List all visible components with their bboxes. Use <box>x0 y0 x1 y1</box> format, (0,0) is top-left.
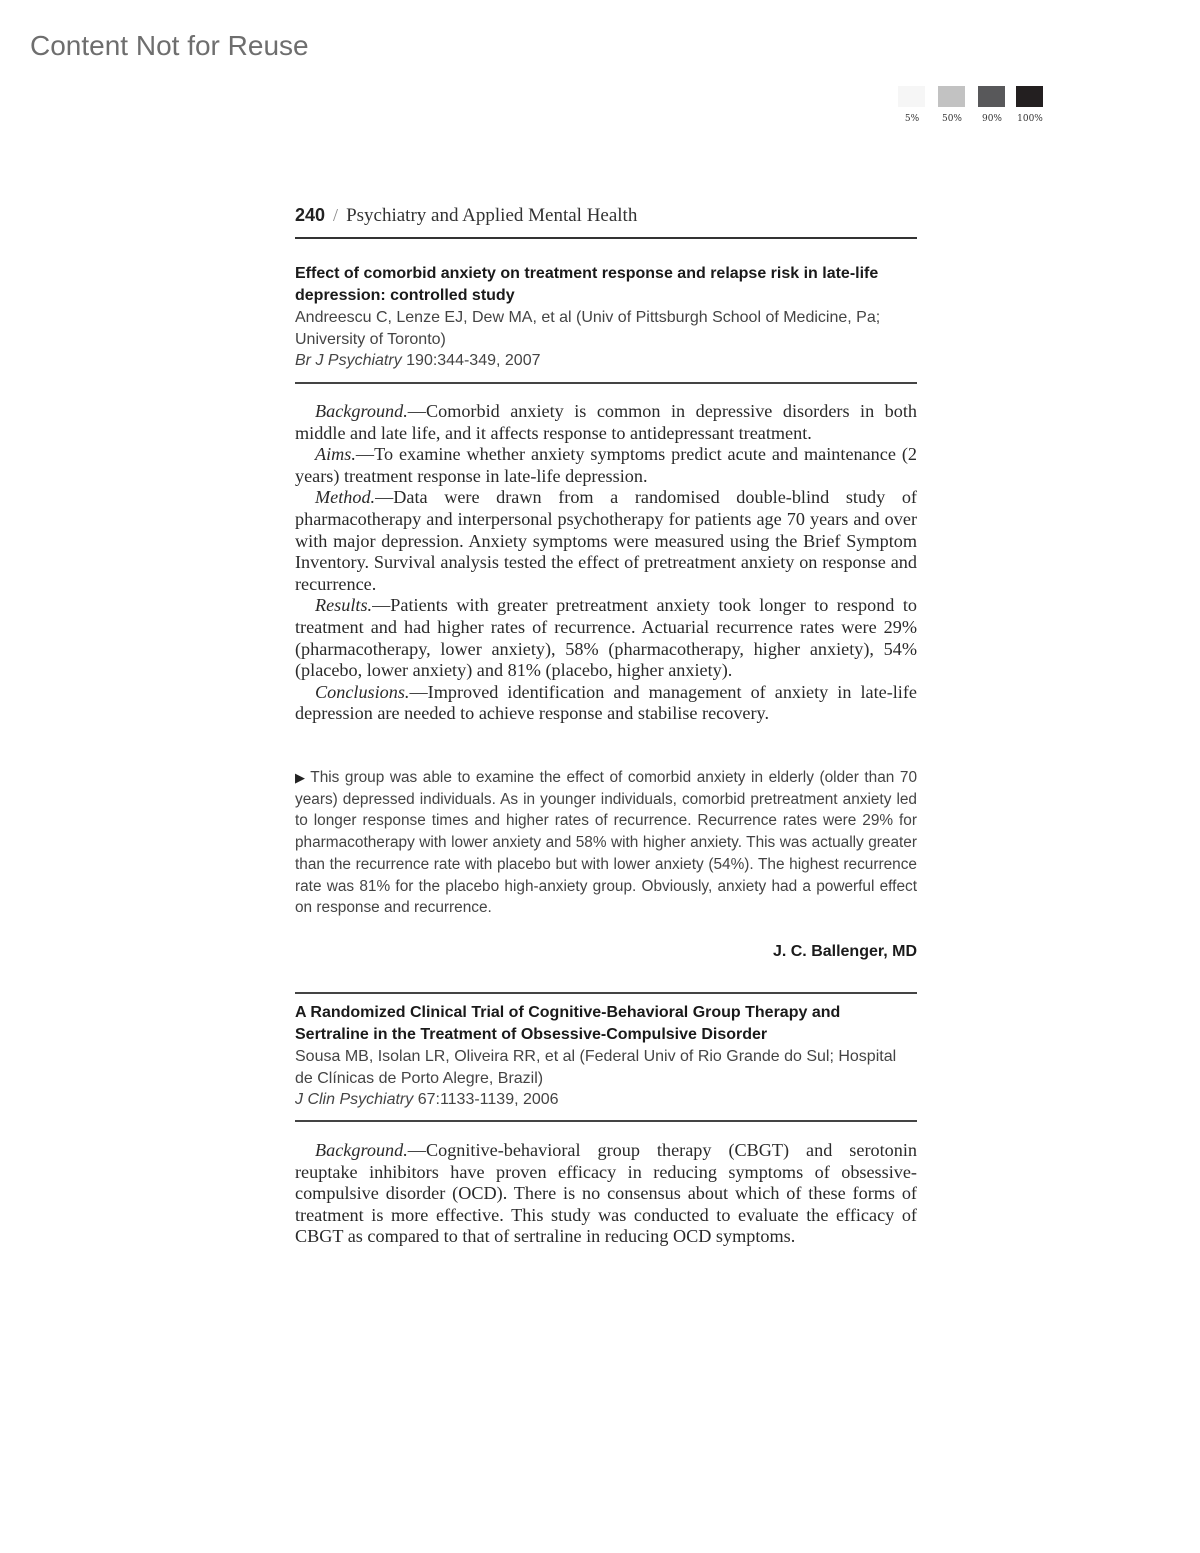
article-1-header <box>295 263 917 372</box>
abstract-text: —Comorbid anxiety is common in depressive disorders in both middle and late life, and it affects response to antidepressant treatment. <box>295 401 917 443</box>
article-1-authors: Andreescu C, Lenze EJ, Dew MA, et al (Univ of Pittsburgh School of Medicine, Pa; University of Toronto) <box>295 309 881 348</box>
article-2-citation <box>295 1089 917 1111</box>
article-2-title: A Randomized Clinical Trial of Cognitive-Behavioral Group Therapy and Sertraline in the Treatment of Obsessive-Compulsive Disorder <box>295 1004 841 1043</box>
divider <box>295 992 917 994</box>
watermark-text: Content Not for Reuse <box>30 30 309 61</box>
abstract-paragraph <box>295 1140 917 1248</box>
abstract-paragraph <box>295 595 917 681</box>
article-2-citation-ref: 67:1133-1139, 2006 <box>417 1091 559 1108</box>
commentary-signature: J. C. Ballenger, MD <box>772 943 917 960</box>
abstract-label: Method. <box>315 487 376 508</box>
abstract-text: —Patients with greater pretreatment anxiety took longer to respond to treatment and had higher rates of recurrence. Actuarial recurrence rates were 29% (pharmacotherapy, lower anxiety), 58% (pharmacotherapy, higher anxiety), 54% (placebo, lower anxiety) and 81% (placebo, higher anxiety). <box>295 595 917 681</box>
abstract-label: Background. <box>315 401 408 421</box>
article-1-citation-journal: Br J Psychiatry <box>295 352 402 369</box>
abstract-paragraph <box>295 487 917 595</box>
play-triangle-icon: ▶ <box>295 770 307 785</box>
separator: / <box>333 205 339 225</box>
abstract-text: —Improved identification and management of anxiety in late-life depression are needed to achieve response and stabilise recovery. <box>295 681 917 724</box>
article-1-citation <box>295 350 917 372</box>
article-2-citation-journal: J Clin Psychiatry <box>295 1091 414 1108</box>
running-head <box>295 205 917 239</box>
abstract-label: Results. <box>315 595 373 616</box>
abstract-text: —Cognitive-behavioral group therapy (CBGT) and serotonin reuptake inhibitors have proven efficacy in reducing symptoms of obsessive-compulsive disorder (OCD). There is no consensus about which of these forms of treatment is more effective. This study was conducted to evaluate the efficacy of CBGT as compared to that of sertraline in reducing OCD symptoms. <box>295 1140 917 1247</box>
swatch-50 <box>938 86 965 107</box>
swatch-label: 5% <box>904 114 920 124</box>
swatch-90 <box>978 86 1005 107</box>
article-1-citation-ref: 190:344-349, 2007 <box>406 352 541 369</box>
abstract-text: —To examine whether anxiety symptoms predict acute and maintenance (2 years) treatment response in late-life depression. <box>295 444 917 486</box>
article-2-authors: Sousa MB, Isolan LR, Oliveira RR, et al (Federal Univ of Rio Grande do Sul; Hospital de Clínicas de Porto Alegre, Brazil) <box>295 1048 897 1087</box>
swatch-label: 50% <box>941 114 962 124</box>
article-1-title: Effect of comorbid anxiety on treatment response and relapse risk in late-life depression: controlled study <box>295 265 879 304</box>
abstract-paragraph <box>295 682 917 725</box>
swatch-5 <box>898 86 925 107</box>
article-2-abstract <box>295 1140 917 1248</box>
abstract-paragraph <box>295 401 917 444</box>
swatch-100 <box>1016 86 1043 107</box>
swatch-label: 100% <box>1017 114 1043 124</box>
article-2-header <box>295 1002 917 1111</box>
abstract-label: Aims. <box>315 444 356 465</box>
abstract-paragraph <box>295 444 917 487</box>
article-1-abstract <box>295 401 917 725</box>
page-number: 240 <box>295 205 326 225</box>
journal-title: Psychiatry and Applied Mental Health <box>346 205 638 226</box>
divider <box>295 382 917 384</box>
divider <box>295 1120 917 1122</box>
commentary-text: This group was able to examine the effect of comorbid anxiety in elderly (older than 70 years) depressed individuals. As in younger individuals, comorbid pretreatment anxiety led to longer response times and higher rates of recurrence. Recurrence rates were 29% for pharmacotherapy with lower anxiety and 58% with higher anxiety. This was actually greater than the recurrence rate with placebo but with lower anxiety (54%). The highest recurrence rate was 81% for the placebo high-anxiety group. Obviously, anxiety had a powerful effect on response and recurrence. <box>295 769 918 917</box>
swatch-label: 90% <box>981 114 1002 124</box>
abstract-label: Background. <box>315 1140 408 1160</box>
abstract-text: —Data were drawn from a randomised double-blind study of pharmacotherapy and interpersonal psychotherapy for patients age 70 years and over with major depression. Anxiety symptoms were measured using the Brief Symptom Inventory. Survival analysis tested the effect of pretreatment anxiety on response and recurrence. <box>295 487 917 594</box>
abstract-label: Conclusions. <box>315 681 410 702</box>
article-1-commentary <box>295 767 917 919</box>
